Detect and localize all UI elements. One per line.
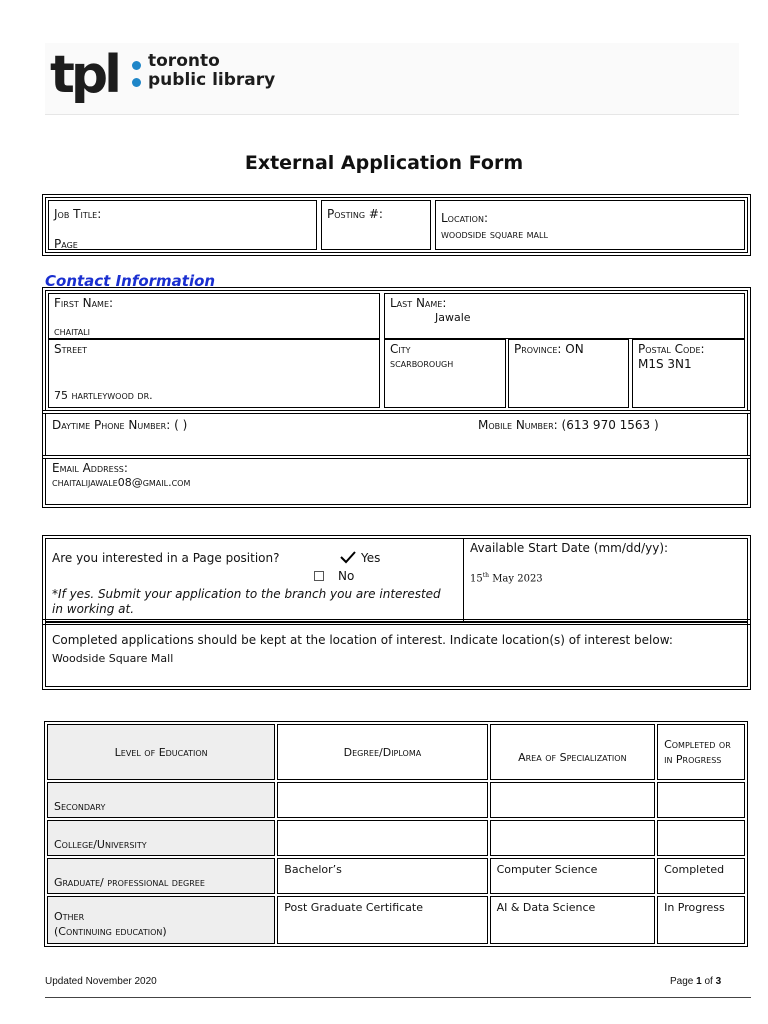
page-title: External Application Form bbox=[244, 152, 524, 174]
start-date-suffix: th bbox=[482, 572, 490, 579]
table-row bbox=[47, 782, 745, 818]
table-row bbox=[47, 896, 745, 944]
street-label: Street bbox=[54, 342, 88, 356]
footer-page-total: 3 bbox=[715, 976, 722, 987]
start-date-rest: May 2023 bbox=[489, 573, 543, 585]
start-date-day: 15 bbox=[470, 573, 483, 585]
footer-updated: Updated November 2020 bbox=[45, 976, 157, 987]
table-row bbox=[47, 858, 745, 894]
street-value: 75 hartleywood dr. bbox=[54, 389, 153, 402]
email-value: chaitalijawale08@gmail.com bbox=[52, 476, 191, 489]
job-title-value: Page bbox=[54, 237, 78, 251]
page-position-box bbox=[45, 538, 748, 622]
area-cell[interactable] bbox=[490, 782, 656, 818]
divider bbox=[463, 539, 464, 623]
last-name-cell[interactable] bbox=[384, 293, 745, 339]
city-cell[interactable] bbox=[384, 339, 506, 408]
degree-cell[interactable] bbox=[277, 820, 487, 856]
location-cell[interactable] bbox=[435, 200, 745, 250]
street-cell[interactable] bbox=[48, 339, 380, 408]
status-cell[interactable] bbox=[657, 782, 745, 818]
logo-dot-icon bbox=[132, 61, 141, 70]
checkmark-icon[interactable] bbox=[339, 550, 357, 564]
first-name-label: First Name: bbox=[54, 296, 114, 310]
page-position-question: Are you interested in a Page position? bbox=[52, 551, 280, 565]
province-cell[interactable] bbox=[508, 339, 629, 408]
status-cell[interactable]: Completed bbox=[657, 858, 745, 894]
daytime-phone-value: ( ) bbox=[174, 418, 188, 432]
mobile-number-label: Mobile Number: bbox=[478, 418, 558, 432]
tpl-logo-mark: tpl bbox=[50, 45, 118, 105]
location-value: woodside square mall bbox=[441, 228, 548, 241]
logo-dot-icon bbox=[132, 78, 141, 87]
job-title-cell[interactable] bbox=[48, 200, 317, 250]
name-address-box bbox=[45, 290, 748, 411]
header-area: Area of Specialization bbox=[490, 724, 656, 780]
footer-page-current: 1 bbox=[696, 976, 702, 987]
job-title-label: Job Title: bbox=[54, 207, 102, 221]
posting-label: Posting #: bbox=[327, 207, 383, 221]
footer-page-word: Page bbox=[670, 976, 694, 987]
first-name-value: chaitali bbox=[54, 325, 90, 338]
degree-cell[interactable] bbox=[277, 782, 487, 818]
province-label: Province: bbox=[514, 342, 562, 356]
logo-line-1: toronto bbox=[148, 51, 220, 71]
area-cell[interactable] bbox=[490, 820, 656, 856]
degree-cell[interactable]: Bachelor’s bbox=[277, 858, 487, 894]
first-name-cell[interactable] bbox=[48, 293, 380, 339]
city-value: scarborough bbox=[390, 357, 454, 370]
level-cell bbox=[47, 896, 275, 944]
header-degree: Degree/Diploma bbox=[277, 724, 487, 780]
city-label: City bbox=[390, 342, 411, 356]
page-position-note: *If yes. Submit your application to the branch you are interested in working at. bbox=[52, 587, 441, 616]
email-label: Email Address: bbox=[52, 461, 128, 475]
postal-code-value: M1S 3N1 bbox=[638, 357, 692, 371]
postal-code-cell[interactable] bbox=[632, 339, 745, 408]
level-line-2: (Continuing education) bbox=[54, 925, 167, 938]
job-info-box bbox=[45, 197, 748, 253]
last-name-value: Jawale bbox=[435, 311, 471, 324]
daytime-phone-label: Daytime Phone Number: bbox=[52, 418, 171, 432]
status-cell[interactable] bbox=[657, 820, 745, 856]
last-name-label: Last Name: bbox=[390, 296, 447, 310]
degree-cell[interactable]: Post Graduate Certificate bbox=[277, 896, 487, 944]
header-status: Completed or in Progress bbox=[657, 724, 745, 780]
daytime-phone-field[interactable] bbox=[52, 418, 187, 432]
start-date-value[interactable] bbox=[470, 572, 543, 584]
postal-code-label: Postal Code: bbox=[638, 342, 705, 356]
phone-box bbox=[45, 413, 748, 456]
area-cell[interactable]: Computer Science bbox=[490, 858, 656, 894]
yes-option-label: Yes bbox=[361, 551, 381, 565]
location-label: Location: bbox=[441, 211, 488, 225]
no-option-label: No bbox=[338, 569, 355, 583]
logo-line-2: public library bbox=[148, 70, 276, 90]
mobile-number-value: (613 970 1563 ) bbox=[561, 418, 659, 432]
header-level: Level of Education bbox=[47, 724, 275, 780]
locations-instruction: Completed applications should be kept at the location of interest. Indicate location(s) of interest below: bbox=[52, 633, 673, 647]
level-cell: College/University bbox=[47, 820, 275, 856]
footer-divider bbox=[45, 997, 751, 998]
locations-box[interactable] bbox=[45, 622, 748, 687]
posting-cell[interactable] bbox=[321, 200, 431, 250]
start-date-label: Available Start Date (mm/dd/yy): bbox=[470, 541, 669, 555]
contact-heading: Contact Information bbox=[45, 272, 216, 290]
area-cell[interactable]: AI & Data Science bbox=[490, 896, 656, 944]
table-header-row bbox=[47, 724, 745, 780]
education-table bbox=[44, 721, 748, 947]
footer-of-word: of bbox=[704, 976, 713, 987]
level-cell: Secondary bbox=[47, 782, 275, 818]
footer-page-number bbox=[670, 976, 721, 987]
level-line-1: Other bbox=[54, 910, 85, 923]
logo-wordmark bbox=[148, 52, 275, 90]
province-value: ON bbox=[565, 342, 584, 356]
no-checkbox[interactable] bbox=[314, 571, 324, 581]
email-box[interactable] bbox=[45, 458, 748, 505]
status-cell[interactable]: In Progress bbox=[657, 896, 745, 944]
mobile-number-field[interactable] bbox=[478, 418, 659, 432]
locations-value: Woodside Square Mall bbox=[52, 652, 174, 665]
table-row bbox=[47, 820, 745, 856]
level-cell: Graduate/ professional degree bbox=[47, 858, 275, 894]
